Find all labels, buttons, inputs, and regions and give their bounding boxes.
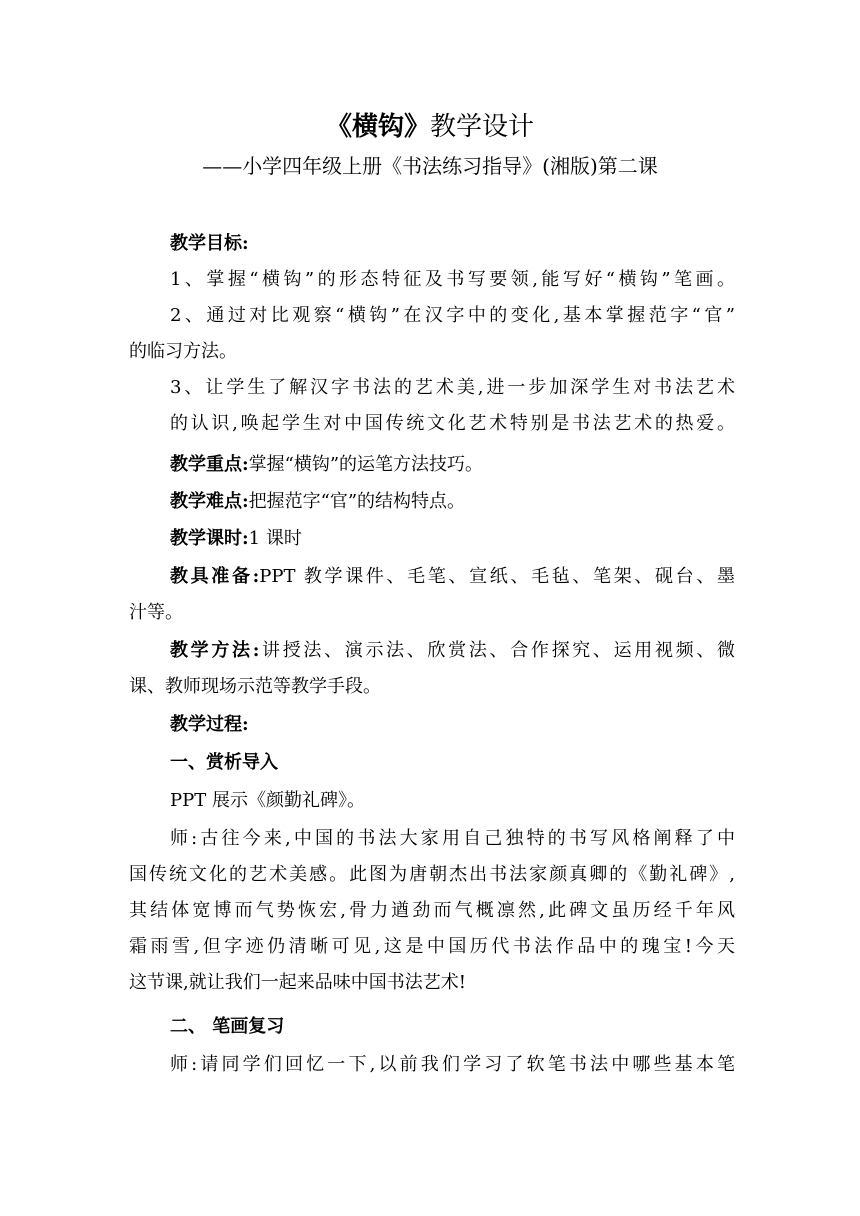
hours-text: 1 课时: [248, 528, 302, 549]
difficulty-text: 把握范字“官”的结构特点。: [248, 491, 466, 512]
key-point-row: [170, 449, 483, 481]
goal-item-1: 1、掌握“横钩”的形态特征及书写要领,能写好“横钩”笔画。: [170, 269, 735, 290]
document-subtitle: ——小学四年级上册《书法练习指导》(湘版)第二课: [202, 154, 658, 178]
section-1-para-line: 其结体宽博而气势恢宏,骨力遒劲而气概凛然,此碑文虽历经千年风: [129, 900, 735, 921]
process-heading: 教学过程:: [170, 714, 249, 735]
goal-item-3-line-1: 3、让学生了解汉字书法的艺术美,进一步加深学生对书法艺术: [170, 377, 735, 398]
key-point-label: 教学重点:: [170, 454, 249, 475]
materials-label: 教具准备:: [170, 566, 260, 587]
methods-label: 教学方法:: [170, 640, 260, 661]
methods-row: [170, 635, 735, 667]
hours-label: 教学课时:: [170, 528, 249, 549]
goal-item-2-line-1: 2、通过对比观察“横钩”在汉字中的变化,基本掌握范字“官”: [170, 305, 735, 326]
materials-row: [170, 561, 735, 593]
section-1-para-line: 霜雨雪,但字迹仍清晰可见,这是中国历代书法作品中的瑰宝!今天: [129, 936, 735, 957]
section-1-heading: 一、赏析导入: [170, 752, 278, 773]
goal-item-2-line-2: 的临习方法。: [129, 341, 237, 362]
section-2-heading: 二、 笔画复习: [170, 1016, 285, 1037]
difficulty-row: [170, 486, 465, 518]
title-rest-part: 教学设计: [430, 112, 535, 142]
goal-item-3-line-2: 的认识,唤起学生对中国传统文化艺术特别是书法艺术的热爱。: [170, 413, 735, 434]
methods-text-line-1: 讲授法、演示法、欣赏法、合作探究、运用视频、微: [259, 640, 735, 661]
document-title: [0, 110, 860, 144]
methods-text-line-2: 课、教师现场示范等教学手段。: [129, 676, 381, 697]
key-point-text: 掌握“横钩”的运笔方法技巧。: [248, 454, 484, 475]
title-bold-part: 《横钩》: [325, 112, 430, 142]
section-1-para-line: 师:古往今来,中国的书法大家用自己独特的书写风格阐释了中: [170, 828, 735, 849]
section-1-para-line: 国传统文化的艺术美感。此图为唐朝杰出书法家颜真卿的《勤礼碑》,: [129, 864, 735, 885]
goals-heading: 教学目标:: [170, 233, 249, 254]
section-1-ppt: PPT 展示《颜勤礼碑》。: [170, 790, 365, 811]
hours-row: [170, 523, 302, 555]
section-2-para-line: 师:请同学们回忆一下,以前我们学习了软笔书法中哪些基本笔: [170, 1054, 735, 1075]
materials-text-line-1: PPT 教学课件、毛笔、宣纸、毛毡、笔架、砚台、墨: [259, 566, 735, 587]
materials-text-line-2: 汁等。: [129, 602, 183, 623]
section-1-para-line: 这节课,就让我们一起来品味中国书法艺术!: [129, 972, 466, 993]
difficulty-label: 教学难点:: [170, 491, 249, 512]
